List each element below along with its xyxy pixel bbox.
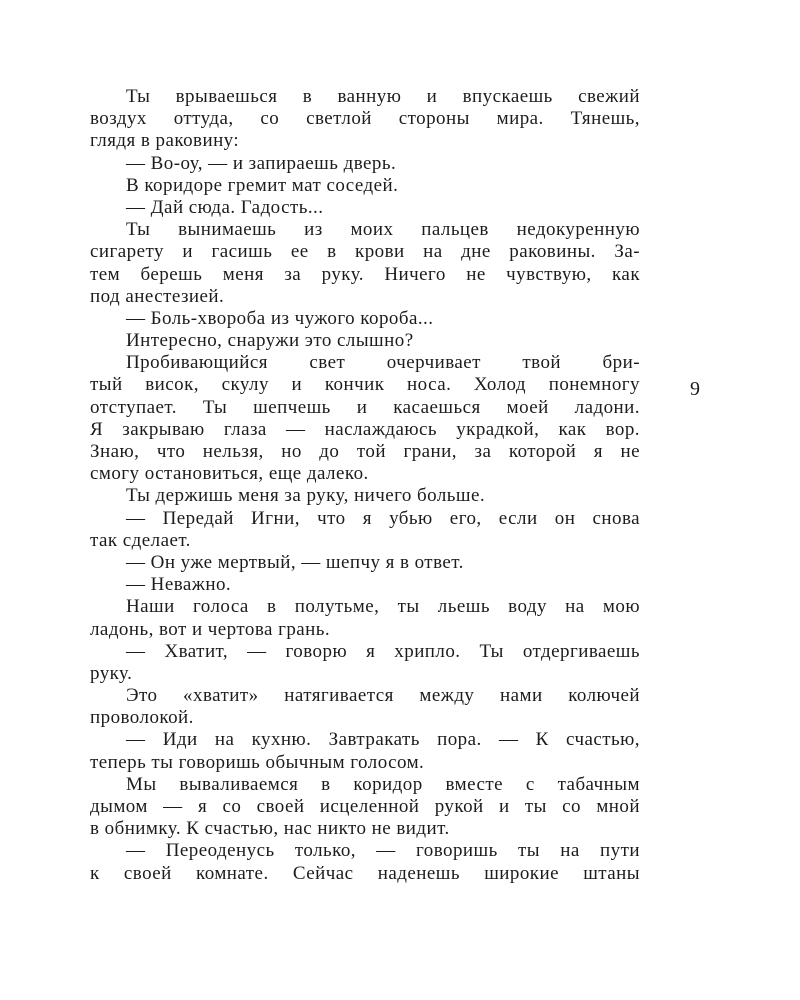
text-line: — Во-оу, — и запираешь дверь. — [126, 152, 397, 174]
text-line: глядя в раковину: — [90, 130, 240, 152]
text-line: — Иди на кухню. Завтракать пора. — К счастью, — [126, 729, 640, 751]
text-line: — Дай сюда. Гадость... — [126, 196, 324, 218]
text-line: Ты врываешься в ванную и впускаешь свежий — [126, 86, 640, 107]
page-number: 9 — [690, 378, 700, 400]
text-line: дымом — я со своей исцеленной рукой и ты со мной — [90, 796, 640, 817]
text-line: к своей комнате. Сейчас наденешь широкие штаны — [90, 862, 640, 884]
text-line: под анестезией. — [90, 285, 225, 307]
text-line: — Он уже мертвый, — шепчу я в ответ. — [126, 551, 464, 573]
text-line: Пробивающийся свет очерчивает твой бри- — [126, 352, 640, 374]
text-line: — Хватит, — говорю я хрипло. Ты отдергиваешь — [126, 640, 640, 662]
text-line: тый висок, скулу и кончик носа. Холод понемногу — [90, 374, 640, 396]
text-line: в обнимку. К счастью, нас никто не видит. — [90, 818, 450, 840]
text-line: — Переоденусь только, — говоришь ты на пути — [126, 840, 640, 862]
text-line: Наши голоса в полутьме, ты льешь воду на мою — [126, 596, 640, 618]
text-line: сигарету и гасишь ее в крови на дне раковины. За- — [90, 241, 640, 263]
text-line: руку. — [90, 662, 133, 684]
text-line: Мы вываливаемся в коридор вместе с табачным — [126, 773, 640, 795]
body-text — [90, 86, 640, 885]
text-line: В коридоре гремит мат соседей. — [126, 174, 399, 196]
text-line: Я закрываю глаза — наслаждаюсь украдкой, как вор. — [90, 418, 640, 440]
text-line: ладонь, вот и чертова грань. — [90, 618, 331, 640]
text-line: — Передай Игни, что я убью его, если он снова — [126, 507, 640, 529]
text-line: теперь ты говоришь обычным голосом. — [90, 751, 425, 773]
text-line: воздух оттуда, со светлой стороны мира. Тянешь, — [90, 108, 640, 130]
text-line: Это «хватит» натягивается между нами колючей — [126, 685, 640, 707]
text-line: Ты вынимаешь из моих пальцев недокуренную — [126, 219, 640, 241]
text-line: Знаю, что нельзя, но до той грани, за которой я не — [90, 441, 640, 462]
text-line: проволокой. — [90, 707, 194, 729]
text-line: Интересно, снаружи это слышно? — [126, 330, 414, 352]
text-line: тем берешь меня за руку. Ничего не чувствую, как — [90, 263, 640, 285]
text-line: — Неважно. — [126, 574, 232, 596]
text-line: Ты держишь меня за руку, ничего больше. — [126, 485, 486, 507]
text-line: отступает. Ты шепчешь и касаешься моей ладони. — [90, 396, 640, 418]
text-line: — Боль-хвороба из чужого короба... — [126, 307, 434, 329]
text-line: так сделает. — [90, 529, 191, 551]
text-line: смогу остановиться, еще далеко. — [90, 463, 369, 485]
